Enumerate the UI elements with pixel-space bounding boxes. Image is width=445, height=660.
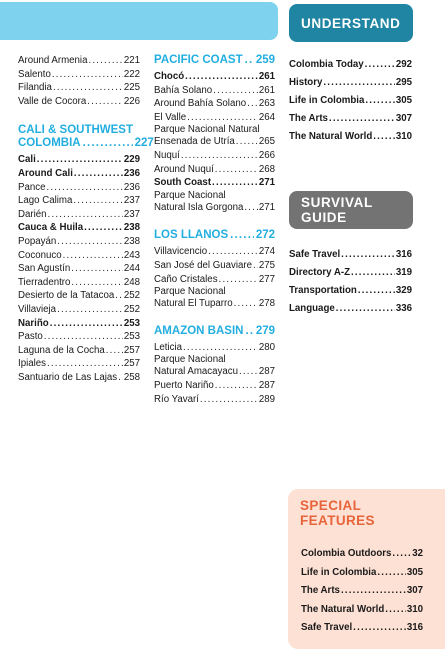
- toc-entry[interactable]: [18, 262, 140, 276]
- dot-leader: [48, 208, 123, 222]
- toc-entry-label: Colombia Outdoors: [301, 548, 392, 559]
- toc-entry-page: 237: [123, 195, 140, 207]
- toc-entry-label: Language: [289, 303, 335, 314]
- toc-entry[interactable]: [18, 81, 140, 95]
- toc-entry-label: Safe Travel: [301, 622, 353, 633]
- toc-entry-label: Villavieja: [18, 303, 57, 315]
- toc-entry-page: 305: [395, 95, 412, 106]
- toc-entry-page: 222: [123, 68, 140, 80]
- toc-entry-page: 252: [123, 290, 140, 302]
- toc-entry-page: 261: [258, 84, 275, 96]
- toc-entry[interactable]: [289, 128, 412, 146]
- toc-list-survival: [289, 246, 412, 318]
- toc-entry-page: 237: [123, 208, 140, 220]
- dot-leader: [219, 273, 258, 287]
- toc-entry-label: Leticia: [154, 341, 183, 353]
- dot-leader: [373, 128, 395, 146]
- toc-entry-label: Bahía Solano: [154, 84, 213, 96]
- toc-entry-label: Natural Isla Gorgona: [154, 201, 244, 213]
- toc-entry[interactable]: [154, 176, 275, 190]
- toc-entry-label: Natural Amacayacu: [154, 366, 238, 378]
- toc-entry-page: 258: [123, 371, 140, 383]
- toc-entry-page: 253: [123, 317, 140, 329]
- toc-entry-label: South Coast: [154, 177, 212, 189]
- dot-leader: [247, 97, 258, 111]
- toc-entry[interactable]: [289, 110, 412, 128]
- toc-column-understand: [289, 56, 412, 146]
- dot-leader: [46, 181, 122, 195]
- toc-entry[interactable]: [154, 149, 275, 163]
- toc-entry[interactable]: [154, 163, 275, 177]
- toc-list-cali: [18, 153, 140, 384]
- toc-entry-page: 236: [123, 181, 140, 193]
- dot-leader: [365, 56, 395, 74]
- toc-column-1: [18, 54, 154, 384]
- toc-list-pacific: [154, 70, 275, 214]
- toc-entry[interactable]: [154, 201, 275, 215]
- toc-entry-page: 287: [258, 379, 275, 391]
- toc-entry[interactable]: [301, 582, 423, 601]
- toc-entry[interactable]: [154, 273, 275, 287]
- toc-entry-page: 307: [406, 585, 423, 596]
- toc-entry[interactable]: [18, 208, 140, 222]
- toc-entry-label: Filandia: [18, 82, 52, 94]
- section-heading-amazon[interactable]: AMAZON BASIN ..... 279: [154, 325, 275, 338]
- toc-entry[interactable]: [289, 264, 412, 282]
- toc-entry-page: 274: [258, 246, 275, 258]
- toc-entry[interactable]: [301, 619, 423, 638]
- dot-leader: [181, 149, 258, 163]
- toc-list-special: [301, 545, 423, 638]
- toc-entry-label: Life in Colombia: [301, 566, 377, 578]
- toc-column-special: [301, 545, 423, 638]
- toc-entry[interactable]: [18, 167, 140, 181]
- dot-leader: [215, 163, 258, 177]
- toc-entry[interactable]: [154, 97, 275, 111]
- toc-entry-page: 253: [123, 331, 140, 343]
- toc-entry-page: 278: [258, 298, 275, 310]
- toc-entry-page: 336: [395, 303, 412, 314]
- toc-entry[interactable]: [18, 153, 140, 167]
- toc-entry-label: Coconuco: [18, 249, 62, 261]
- toc-entry-label: El Valle: [154, 111, 187, 123]
- toc-entry[interactable]: [301, 601, 423, 620]
- dot-leader: [187, 111, 258, 125]
- toc-entry-page: 289: [258, 393, 275, 405]
- toc-entry[interactable]: [154, 135, 275, 149]
- understand-tab[interactable]: UNDERSTAND: [289, 4, 413, 42]
- toc-entry-label: Safe Travel: [289, 249, 341, 260]
- toc-entry-label: San José del Guaviare: [154, 259, 253, 271]
- survival-guide-tab[interactable]: SURVIVAL GUIDE: [289, 191, 413, 229]
- toc-entry-label: Directory A-Z: [289, 267, 351, 278]
- toc-entry[interactable]: [154, 341, 275, 355]
- toc-entry-line: Parque Nacional: [154, 286, 226, 298]
- toc-entry-label: Nuquí: [154, 149, 180, 161]
- toc-entry-label: Villavicencio: [154, 246, 208, 258]
- toc-column-2: [154, 54, 275, 406]
- toc-entry-label: Around Bahía Solano: [154, 98, 247, 110]
- dot-leader: [365, 92, 394, 110]
- toc-entry[interactable]: [18, 330, 140, 344]
- dot-leader: [323, 74, 394, 92]
- toc-entry-label: Puerto Nariño: [154, 379, 214, 391]
- dot-leader: [57, 303, 123, 317]
- toc-entry-label: Cauca & Huila: [18, 222, 84, 234]
- dot-leader: [63, 249, 123, 263]
- toc-entry[interactable]: [154, 70, 275, 84]
- toc-entry-label: Santuario de Las Lajas: [18, 371, 118, 383]
- toc-entry-label: Ensenada de Utría: [154, 136, 235, 148]
- toc-entry-label: Cali: [18, 154, 36, 166]
- toc-entry[interactable]: [301, 545, 423, 564]
- toc-entry[interactable]: [18, 371, 140, 385]
- toc-entry-page: 319: [395, 267, 412, 278]
- toc-entry-page: 271: [258, 201, 275, 213]
- toc-list-amazon: [154, 341, 275, 406]
- toc-entry-label: Life in Colombia: [289, 95, 365, 106]
- toc-entry[interactable]: [154, 245, 275, 259]
- toc-entry-label: Laguna de la Cocha: [18, 344, 105, 356]
- toc-entry[interactable]: [289, 282, 412, 300]
- toc-entry-label: Around Nuquí: [154, 163, 214, 175]
- toc-entry[interactable]: [18, 181, 140, 195]
- toc-entry-label: Chocó: [154, 71, 185, 82]
- dot-leader: [336, 300, 395, 318]
- toc-entry-page: 257: [123, 344, 140, 356]
- toc-entry[interactable]: [154, 111, 275, 125]
- toc-entry-label: Around Armenia: [18, 55, 88, 66]
- dot-leader: [239, 365, 258, 379]
- dot-leader: [341, 582, 406, 601]
- dot-leader: [185, 70, 258, 84]
- toc-entry-page: 280: [258, 341, 275, 353]
- toc-entry-page: 238: [123, 235, 140, 247]
- dot-leader: [253, 259, 258, 273]
- toc-entry-label: The Arts: [289, 113, 328, 124]
- toc-entry[interactable]: [18, 235, 140, 249]
- toc-entry-page: 271: [258, 177, 275, 189]
- toc-entry-label: Lago Calima: [18, 195, 73, 207]
- toc-entry-page: 305: [406, 566, 423, 578]
- dot-leader: [200, 393, 258, 407]
- dot-leader: [73, 194, 122, 208]
- toc-entry-page: 277: [258, 273, 275, 285]
- toc-entry-page: 229: [123, 154, 140, 166]
- toc-entry-label: The Natural World: [289, 131, 373, 142]
- dot-leader: [118, 371, 123, 385]
- toc-entry[interactable]: [18, 95, 140, 109]
- toc-entry[interactable]: [18, 194, 140, 208]
- toc-entry[interactable]: [154, 297, 275, 311]
- toc-entry[interactable]: [154, 365, 275, 379]
- dot-leader: [37, 153, 123, 167]
- toc-entry-label: Pasto: [18, 331, 43, 343]
- dot-leader: [88, 54, 122, 68]
- toc-entry-label: Popayán: [18, 235, 57, 247]
- dot-leader: [74, 167, 123, 181]
- toc-entry-label: Darién: [18, 208, 47, 220]
- dot-leader: [208, 245, 258, 259]
- toc-entry-page: 265: [258, 136, 275, 148]
- toc-entry-label: Colombia Today: [289, 59, 364, 70]
- dot-leader: [52, 68, 123, 82]
- toc-entry-page: 316: [395, 249, 412, 260]
- toc-entry-line: Parque Nacional Natural: [154, 124, 260, 136]
- toc-entry-page: 316: [406, 622, 423, 633]
- section-heading-cali[interactable]: CALI & SOUTHWEST COLOMBIA ..... 227: [18, 124, 140, 150]
- toc-entry-page: 329: [395, 285, 412, 296]
- toc-list-top: [18, 54, 140, 108]
- dot-leader: [215, 379, 258, 393]
- toc-entry-page: 225: [123, 82, 140, 94]
- toc-entry-label: Río Yavarí: [154, 393, 199, 405]
- toc-entry-page: 264: [258, 111, 275, 123]
- dot-leader: [84, 221, 123, 235]
- toc-entry[interactable]: [18, 54, 140, 68]
- toc-entry-page: 257: [123, 358, 140, 370]
- toc-entry-page: 310: [406, 603, 423, 615]
- toc-entry[interactable]: [18, 357, 140, 371]
- dot-leader: [115, 289, 123, 303]
- dot-leader: [50, 317, 123, 331]
- toc-list-understand: [289, 56, 412, 146]
- toc-entry-label: Caño Cristales: [154, 273, 218, 285]
- dot-leader: [341, 246, 395, 264]
- toc-entry-page: 238: [123, 222, 140, 234]
- toc-entry[interactable]: [154, 259, 275, 273]
- toc-entry[interactable]: [18, 303, 140, 317]
- toc-entry-page: 287: [258, 366, 275, 378]
- dot-leader: [212, 176, 258, 190]
- toc-entry-page: 275: [258, 259, 275, 271]
- toc-entry[interactable]: [18, 249, 140, 263]
- toc-entry-label: Ipiales: [18, 358, 47, 370]
- toc-entry-page: 236: [123, 167, 140, 179]
- dot-leader: [213, 84, 258, 98]
- dot-leader: [234, 297, 258, 311]
- dot-leader: [53, 81, 123, 95]
- dot-leader: [329, 110, 395, 128]
- toc-entry-page: 32: [412, 548, 423, 559]
- toc-entry[interactable]: [18, 68, 140, 82]
- toc-entry[interactable]: [154, 84, 275, 98]
- dot-leader: [244, 201, 257, 215]
- dot-leader: [385, 601, 406, 620]
- toc-entry-label: Salento: [18, 68, 51, 80]
- toc-entry[interactable]: [18, 289, 140, 303]
- toc-list-llanos: [154, 245, 275, 310]
- toc-entry[interactable]: [289, 92, 412, 110]
- toc-entry-page: 292: [395, 59, 412, 70]
- toc-entry-page: 266: [258, 149, 275, 161]
- special-features-title: SPECIAL FEATURES: [300, 498, 375, 528]
- toc-entry-line: Parque Nacional: [154, 189, 226, 201]
- toc-entry-page: 295: [395, 77, 412, 88]
- toc-entry[interactable]: [289, 246, 412, 264]
- toc-entry-label: Pance: [18, 181, 46, 193]
- toc-entry-page: 244: [123, 263, 140, 275]
- toc-entry[interactable]: [301, 564, 423, 583]
- toc-entry-label: Natural El Tuparro: [154, 298, 233, 310]
- toc-entry[interactable]: [154, 379, 275, 393]
- toc-entry-label: The Natural World: [301, 603, 385, 615]
- dot-leader: [351, 264, 395, 282]
- toc-entry-page: 248: [123, 276, 140, 288]
- toc-entry-label: History: [289, 77, 323, 88]
- section-heading-pacific[interactable]: PACIFIC COAST ..... 259: [154, 54, 275, 67]
- toc-entry-page: 263: [258, 98, 275, 110]
- dot-leader: [377, 564, 405, 583]
- toc-entry-line: Parque Nacional: [154, 354, 226, 366]
- toc-entry-page: 252: [123, 303, 140, 315]
- dot-leader: [236, 135, 258, 149]
- toc-entry-page: 243: [123, 249, 140, 261]
- toc-entry[interactable]: [18, 344, 140, 358]
- toc-entry[interactable]: [154, 393, 275, 407]
- toc-entry-label: Transportation: [289, 285, 357, 296]
- toc-entry[interactable]: [18, 221, 140, 235]
- toc-entry-label: Valle de Cocora: [18, 95, 87, 107]
- dot-leader: [87, 95, 123, 109]
- dot-leader: [353, 619, 406, 638]
- dot-leader: [57, 235, 123, 249]
- dot-leader: [183, 341, 258, 355]
- toc-entry-label: Around Cali: [18, 167, 73, 179]
- toc-entry[interactable]: [289, 74, 412, 92]
- toc-entry[interactable]: [289, 300, 412, 318]
- toc-entry-label: San Agustín: [18, 263, 71, 275]
- toc-entry[interactable]: [289, 56, 412, 74]
- dot-leader: [44, 330, 123, 344]
- toc-entry[interactable]: [18, 276, 140, 290]
- toc-entry[interactable]: [18, 317, 140, 331]
- toc-entry-page: 310: [395, 131, 412, 142]
- toc-entry-label: Tierradentro: [18, 276, 71, 288]
- toc-entry-label: The Arts: [301, 585, 340, 596]
- dot-leader: [71, 276, 122, 290]
- top-color-band: [0, 2, 278, 40]
- toc-entry-page: 307: [395, 113, 412, 124]
- toc-entry-page: 226: [123, 95, 140, 107]
- toc-entry-page: 221: [123, 55, 140, 66]
- toc-entry-page: 261: [258, 71, 275, 82]
- dot-leader: [106, 344, 123, 358]
- dot-leader: [358, 282, 395, 300]
- toc-entry-label: Nariño: [18, 317, 49, 329]
- dot-leader: [392, 545, 411, 564]
- section-heading-llanos[interactable]: LOS LLANOS ..... 272: [154, 229, 275, 242]
- dot-leader: [71, 262, 123, 276]
- toc-entry-label: Desierto de la Tatacoa: [18, 290, 115, 302]
- toc-entry-page: 268: [258, 163, 275, 175]
- toc-column-survival: [289, 246, 412, 318]
- dot-leader: [47, 357, 123, 371]
